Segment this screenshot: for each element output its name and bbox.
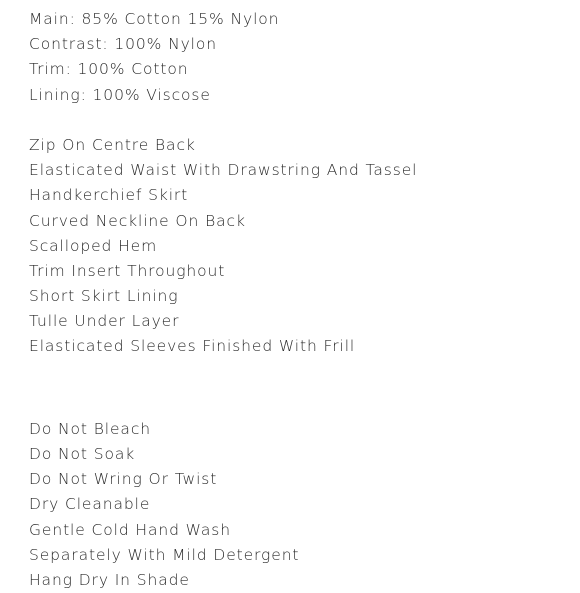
feature-item: Handkerchief Skirt bbox=[29, 186, 189, 205]
feature-item: Trim Insert Throughout bbox=[29, 261, 226, 280]
care-item: Do Not Bleach bbox=[29, 419, 151, 438]
section-spacer bbox=[29, 360, 569, 385]
composition-item-lining: Lining: 100% Viscose bbox=[29, 85, 211, 104]
composition-item-contrast: Contrast: 100% Nylon bbox=[29, 35, 218, 54]
feature-item: Zip On Centre Back bbox=[29, 135, 196, 154]
feature-item: Elasticated Waist With Drawstring And Tassel bbox=[29, 161, 418, 180]
feature-item: Curved Neckline On Back bbox=[29, 211, 246, 230]
features-list bbox=[29, 133, 569, 360]
care-item: Dry Cleanable bbox=[29, 495, 151, 514]
feature-item: Tulle Under Layer bbox=[29, 312, 180, 331]
care-item: Hang Dry In Shade bbox=[29, 570, 190, 589]
care-item: Gentle Cold Hand Wash bbox=[29, 520, 231, 539]
feature-item: Scalloped Hem bbox=[29, 236, 158, 255]
composition-item-trim: Trim: 100% Cotton bbox=[29, 60, 189, 79]
section-spacer bbox=[29, 385, 569, 417]
composition-list bbox=[29, 7, 569, 108]
care-item: Do Not Soak bbox=[29, 445, 136, 463]
composition-item-main: Main: 85% Cotton 15% Nylon bbox=[29, 10, 280, 28]
care-item: Separately With Mild Detergent bbox=[29, 545, 300, 564]
care-list bbox=[29, 417, 569, 593]
feature-item: Elasticated Sleeves Finished With Frill bbox=[29, 337, 356, 356]
care-item: Do Not Wring Or Twist bbox=[29, 470, 218, 489]
product-details bbox=[29, 7, 569, 593]
section-spacer bbox=[29, 108, 569, 133]
feature-item: Short Skirt Lining bbox=[29, 287, 179, 306]
